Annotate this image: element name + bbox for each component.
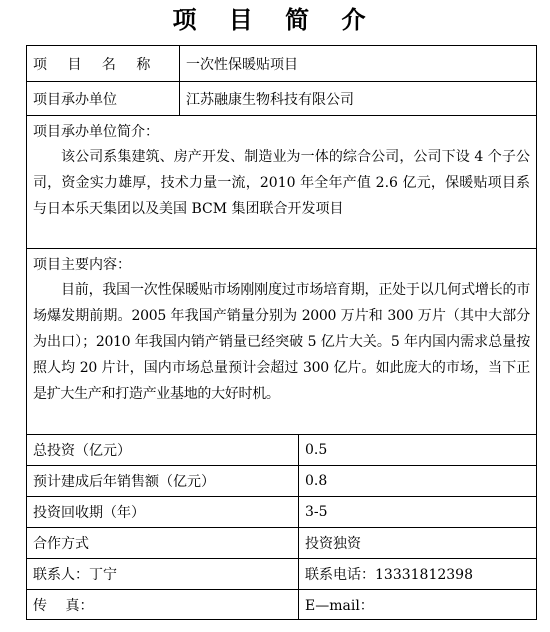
main-content-row	[27, 249, 537, 435]
total-investment-label: 总投资（亿元）	[27, 435, 299, 466]
contact-person-name: 丁宁	[89, 567, 117, 583]
undertaker-intro-label: 项目承办单位简介：	[33, 124, 159, 140]
payback-period-value: 3-5	[299, 497, 537, 528]
project-name-label: 项 目 名 称	[27, 46, 180, 82]
contact-person-cell	[27, 559, 299, 590]
undertaker-label: 项目承办单位	[27, 82, 180, 116]
total-investment-row	[27, 435, 537, 466]
payback-period-row	[27, 497, 537, 528]
total-investment-value: 0.5	[299, 435, 537, 466]
annual-sales-row	[27, 466, 537, 497]
cooperation-label: 合作方式	[27, 528, 299, 559]
fax-cell	[27, 590, 299, 620]
undertaker-row	[27, 82, 537, 116]
main-content-label: 项目主要内容：	[33, 257, 131, 273]
fax-label: 传 真：	[33, 597, 94, 614]
annual-sales-value: 0.8	[299, 466, 537, 497]
cooperation-row	[27, 528, 537, 559]
cooperation-value: 投资独资	[299, 528, 537, 559]
contact-phone-cell	[299, 559, 537, 590]
undertaker-intro-text: 该公司系集建筑、房产开发、制造业为一体的综合公司，公司下设 4 个子公司，资金实力雄厚，技术力量一流，2010 年全年产值 2.6 亿元，保暖贴项目系与日本乐天集团以及美国 BCM 集团联合开发项目	[33, 149, 530, 217]
contact-person-label: 联系人：	[33, 567, 89, 583]
project-name-value: 一次性保暖贴项目	[180, 46, 537, 82]
fax-email-row	[27, 590, 537, 620]
payback-period-label: 投资回收期（年）	[27, 497, 299, 528]
page-title: 项 目 简 介	[172, 6, 378, 34]
undertaker-intro-cell	[27, 116, 537, 249]
email-cell	[299, 590, 537, 620]
undertaker-value: 江苏融康生物科技有限公司	[180, 82, 537, 116]
undertaker-intro-row	[27, 116, 537, 249]
contact-phone-label: 联系电话：	[305, 567, 375, 583]
main-content-cell	[27, 249, 537, 435]
contact-phone-value: 13331812398	[375, 567, 473, 583]
contact-row	[27, 559, 537, 590]
project-profile-table	[26, 45, 537, 620]
annual-sales-label: 预计建成后年销售额（亿元）	[27, 466, 299, 497]
email-label: E—mail：	[305, 597, 374, 614]
project-name-row	[27, 46, 537, 82]
main-content-text: 目前，我国一次性保暖贴市场刚刚度过市场培育期，正处于以几何式增长的市场爆发期前期。2005 年我国产销量分别为 2000 万片和 300 万片（其中大部分为出口）；2010 年我国内销产销量已经突破 5 亿片大关。5 年内国内需求总量按照人均 20 片计，国内市场总量预计会超过 300 亿片。如此庞大的市场，当下正是扩大生产和打造产业基地的大好时机。	[33, 282, 530, 402]
